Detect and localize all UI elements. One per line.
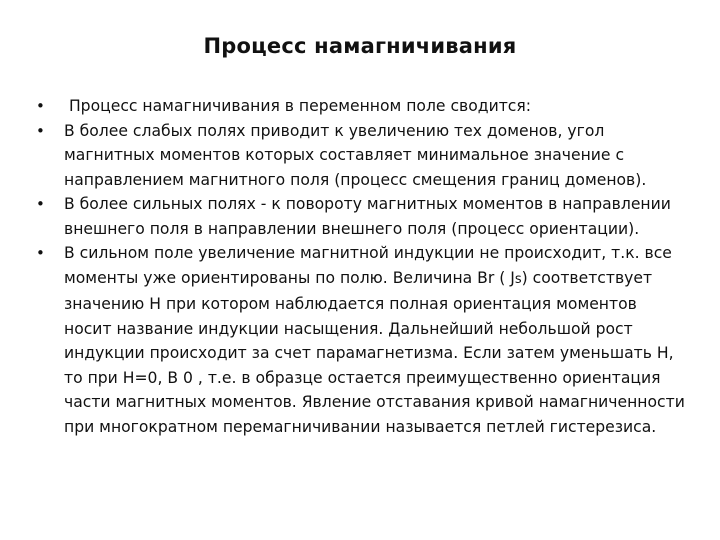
bullet-dot-icon: • [36,121,45,140]
bullet-item-3 [36,192,686,241]
bullet-item-2 [36,119,686,193]
bullet-text-4-subscript: s [514,271,522,287]
bullet-text-4-part2: ) соответствует значению Н при котором наблюдается полная ориентация моментов носит название индукции насыщения. Дальнейший небольшой рост индукции происходит за счет парамагнетизма. Если затем уменьшать Н, то при Н=0, В 0 , т.е. в образце остается преимущественно ориентация части магнитных моментов. Явление отставания кривой намагниченности при многократном перемагничивании называется петлей гистерезиса. [64,268,685,436]
bullet-item-4 [36,241,686,439]
bullet-text-3: В более сильных полях - к повороту магнитных моментов в направлении внешнего поля в направлении внешнего поля (процесс ориентации). [64,195,671,238]
bullet-text-1: Процесс намагничивания в переменном поле сводится: [64,97,531,115]
bullet-dot-icon: • [36,195,45,213]
bullet-item-1 [36,94,686,119]
bullet-text-4-part1: В сильном поле увеличение магнитной индукции не происходит, т.к. все моменты уже ориентированы по полю. Величина Br ( J [64,244,672,287]
bullet-text-2: В более слабых полях приводит к увеличению тех доменов, угол магнитных моментов которых составляет минимальное значение с направлением магнитного поля (процесс смещения границ доменов). [64,121,647,189]
bullet-dot-icon: • [36,244,45,262]
bullet-dot-icon: • [36,97,45,115]
slide-title: Процесс намагничивания [203,34,517,58]
bullet-text-4 [64,241,686,439]
bullet-list [36,94,686,439]
